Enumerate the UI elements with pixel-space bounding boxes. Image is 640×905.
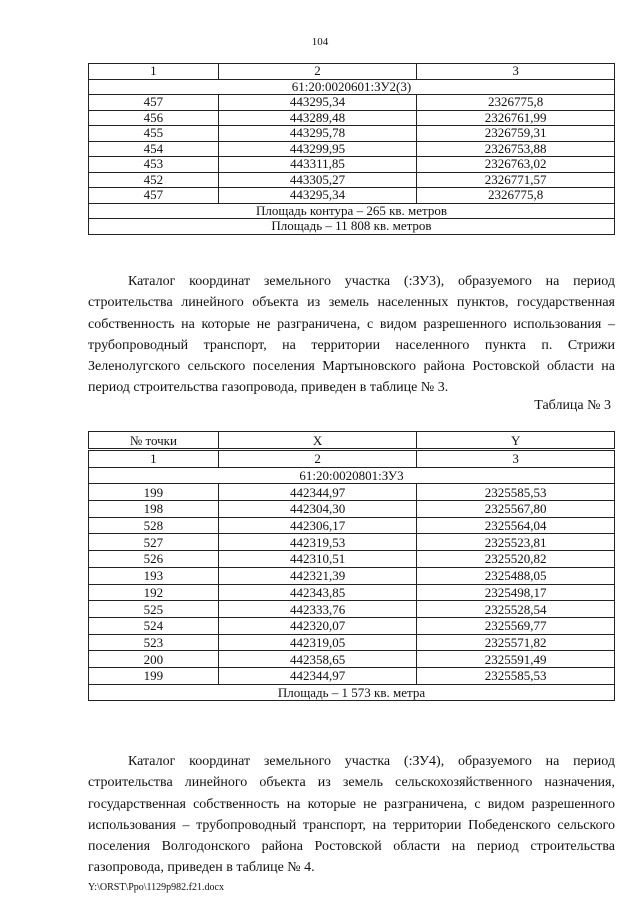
catalog-paragraph-zu3: Каталог координат земельного участка (:ЗУ3), образуемого на период строительства линейного объекта из земель населенных пунктов, государственная собственность на которые не разграничена, с видом разрешенного использования – трубопроводный транспорт, на территории населенного пункта п. Стрижи Зеленолугского сельского поселения Мартыновского района Ростовской области на период строительства газопровода, приведен в таблице № 3. [88,274,615,396]
table-row [89,551,615,568]
x-value: 443311,85 [218,157,417,173]
table-row [89,126,615,142]
x-value: 442306,17 [218,517,417,534]
x-value: 442344,97 [218,484,417,501]
header-cell: 2 [218,64,417,80]
column-header-y: Y [417,432,615,450]
x-value: 442310,51 [218,551,417,568]
y-value: 2326759,31 [417,126,615,142]
table-row [89,667,615,684]
table-row [89,141,615,157]
x-value: 442333,76 [218,601,417,618]
y-value: 2325488,05 [417,567,615,584]
numbering-row [89,450,615,468]
column-header-point: № точки [89,432,219,450]
table-row [89,517,615,534]
point-number: 192 [89,584,219,601]
y-value: 2325585,53 [417,484,615,501]
point-number: 457 [89,188,219,204]
table-row [89,584,615,601]
y-value: 2326771,57 [417,172,615,188]
numbering-cell: 3 [417,450,615,468]
table-row [89,188,615,204]
coordinates-table-zu3 [88,431,615,701]
point-number: 523 [89,634,219,651]
table-row [89,95,615,111]
table-caption: Таблица № 3 [534,398,611,413]
numbering-cell: 2 [218,450,417,468]
table-header-row [89,64,615,80]
x-value: 443299,95 [218,141,417,157]
y-value: 2326775,8 [417,188,615,204]
point-number: 524 [89,617,219,634]
table-row [89,172,615,188]
y-value: 2325564,04 [417,517,615,534]
y-value: 2326763,02 [417,157,615,173]
file-path-footer: Y:\ORST\Ppo\1129p982.f21.docx [88,882,224,893]
table-row [89,651,615,668]
header-cell: 1 [89,64,219,80]
y-value: 2326761,99 [417,110,615,126]
page-number: 104 [311,36,329,48]
point-number: 199 [89,484,219,501]
y-value: 2325567,80 [417,501,615,518]
total-area: Площадь – 11 808 кв. метров [89,219,615,235]
point-number: 526 [89,551,219,568]
table-row [89,634,615,651]
total-area: Площадь – 1 573 кв. метра [89,684,615,701]
y-value: 2326753,88 [417,141,615,157]
section-label: 61:20:0020801:ЗУ3 [89,467,615,484]
y-value: 2325498,17 [417,584,615,601]
x-value: 442304,30 [218,501,417,518]
table-row [89,534,615,551]
point-number: 199 [89,667,219,684]
point-number: 200 [89,651,219,668]
x-value: 443295,34 [218,95,417,111]
table-row [89,484,615,501]
y-value: 2325591,49 [417,651,615,668]
y-value: 2326775,8 [417,95,615,111]
table-row [89,157,615,173]
point-number: 527 [89,534,219,551]
table-row [89,601,615,618]
table-row [89,617,615,634]
x-value: 442319,05 [218,634,417,651]
y-value: 2325569,77 [417,617,615,634]
point-number: 525 [89,601,219,618]
x-value: 442344,97 [218,667,417,684]
x-value: 443295,34 [218,188,417,204]
point-number: 453 [89,157,219,173]
point-number: 454 [89,141,219,157]
x-value: 443305,27 [218,172,417,188]
x-value: 443289,48 [218,110,417,126]
y-value: 2325528,54 [417,601,615,618]
catalog-paragraph-zu4: Каталог координат земельного участка (:ЗУ4), образуемого на период строительства линейного объекта из земель сельскохозяйственного назначения, государственная собственность на которые не разграничена, с видом разрешенного использования – трубопроводный транспорт, на территории Победенского сельского поселения Волгодонского района Ростовской области на период строительства газопровода, приведен в таблице № 4. [88,754,615,876]
section-label: 61:20:0020601:ЗУ2(3) [89,79,615,95]
point-number: 198 [89,501,219,518]
x-value: 442319,53 [218,534,417,551]
point-number: 528 [89,517,219,534]
point-number: 452 [89,172,219,188]
point-number: 193 [89,567,219,584]
x-value: 442320,07 [218,617,417,634]
numbering-cell: 1 [89,450,219,468]
table-row [89,110,615,126]
column-header-x: X [218,432,417,450]
point-number: 455 [89,126,219,142]
y-value: 2325523,81 [417,534,615,551]
y-value: 2325571,82 [417,634,615,651]
table-row [89,567,615,584]
point-number: 456 [89,110,219,126]
header-cell: 3 [417,64,615,80]
table-header-row [89,432,615,450]
contour-area: Площадь контура – 265 кв. метров [89,203,615,219]
coordinates-table-zu2 [88,63,615,235]
x-value: 442321,39 [218,567,417,584]
x-value: 442358,65 [218,651,417,668]
x-value: 442343,85 [218,584,417,601]
point-number: 457 [89,95,219,111]
x-value: 443295,78 [218,126,417,142]
y-value: 2325520,82 [417,551,615,568]
table-row [89,501,615,518]
y-value: 2325585,53 [417,667,615,684]
